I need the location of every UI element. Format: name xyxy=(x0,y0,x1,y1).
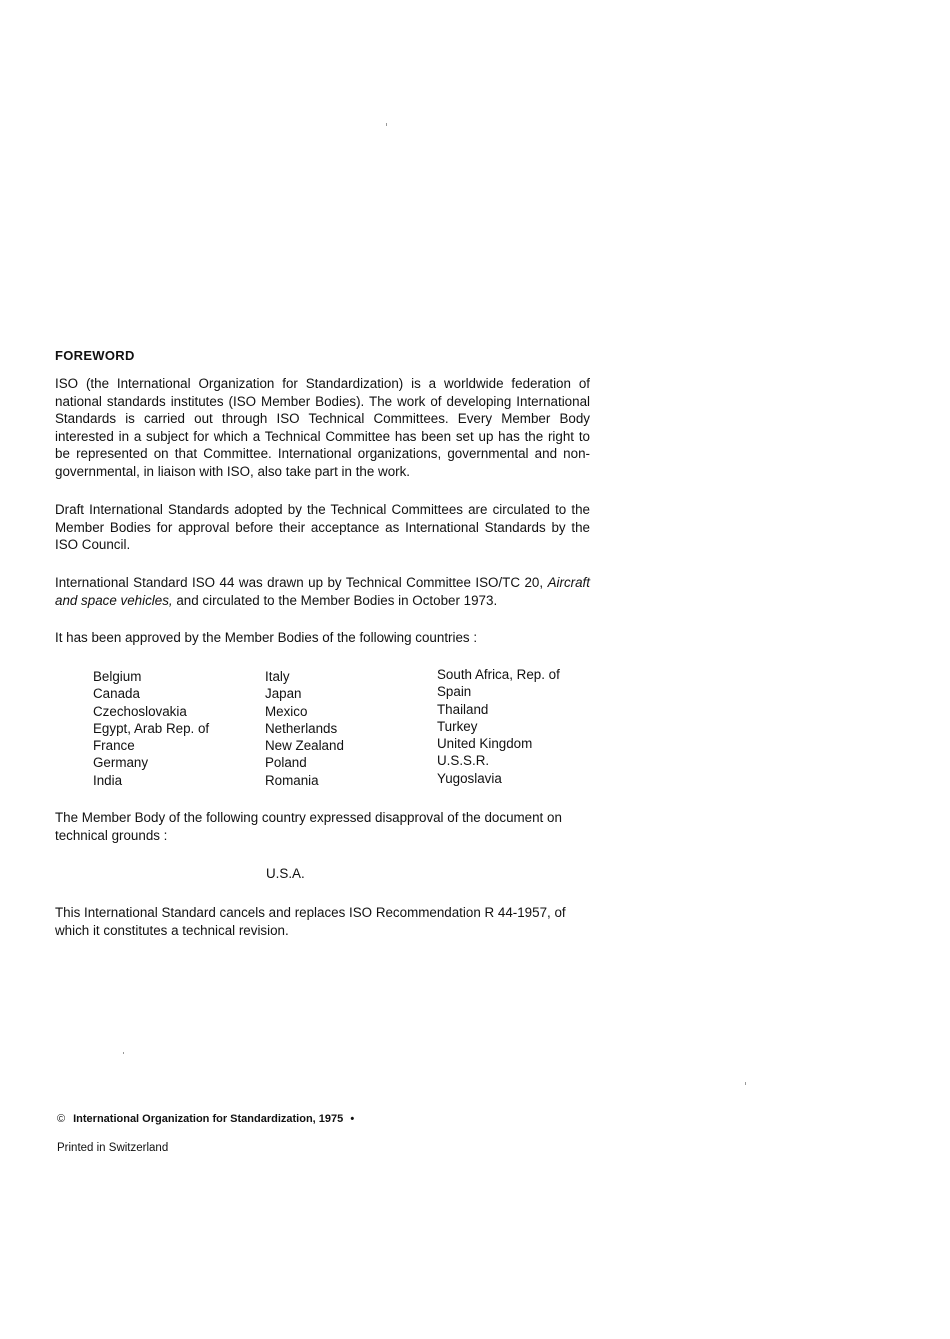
country-name: Canada xyxy=(93,686,140,702)
country-name: Italy xyxy=(265,669,290,684)
countries-column-3 xyxy=(437,666,637,789)
country-name: Yugoslavia xyxy=(437,770,502,786)
country-name: Thailand xyxy=(437,701,489,717)
country-name: Germany xyxy=(93,755,149,771)
country-name: Egypt, Arab Rep. of xyxy=(93,720,210,736)
paragraph-iso-intro: ISO (the International Organization for Standardization) is a worldwide federation of national standards institutes (ISO Member Bodies). The work of developing International Standards is carried out through ISO Technical Committees. Every Member Body interested in a subject for which a Technical Committee has been set up has the right to be represented on that Committee. International organizations, governmental and non-governmental, in liaison with ISO, also take part in the work. xyxy=(55,376,590,479)
countries-column-1 xyxy=(93,668,265,789)
country-name: New Zealand xyxy=(265,738,344,754)
paragraph-approval: It has been approved by the Member Bodies of the following countries : xyxy=(55,630,478,645)
country-name: United Kingdom xyxy=(437,736,533,752)
iso44-text-start: International Standard ISO 44 was drawn up by Technical Committee ISO/TC 20, xyxy=(55,575,544,590)
paragraph-draft-standards: Draft International Standards adopted by the Technical Committees are circulated to the Member Bodies for approval before their acceptance as International Standards by the ISO Council. xyxy=(55,502,590,553)
country-name: Czechoslovakia xyxy=(93,703,187,719)
country-name: Turkey xyxy=(437,718,478,734)
disapproving-country: U.S.A. xyxy=(266,866,305,881)
committee-title: Aircraft and space vehicles, xyxy=(55,575,590,608)
scan-speck xyxy=(123,1052,124,1054)
printed-in: Printed in Switzerland xyxy=(57,1142,169,1154)
countries-column-2 xyxy=(265,668,437,789)
scan-speck xyxy=(386,123,387,126)
paragraph-replaces: This International Standard cancels and replaces ISO Recommendation R 44-1957, of which it constitutes a technical revision. xyxy=(55,905,566,938)
country-name: U.S.S.R. xyxy=(437,753,490,769)
country-name: Belgium xyxy=(93,669,142,684)
bullet-icon: • xyxy=(350,1113,355,1125)
copyright-icon: © xyxy=(57,1113,66,1125)
country-name: Spain xyxy=(437,684,472,700)
approving-countries-table xyxy=(93,668,637,789)
country-name: Mexico xyxy=(265,703,308,719)
copyright-text: International Organization for Standardization, 1975 xyxy=(73,1113,344,1125)
iso44-text-end: and circulated to the Member Bodies in October 1973. xyxy=(176,592,498,608)
country-name: Netherlands xyxy=(265,720,338,736)
copyright-line xyxy=(57,1113,354,1125)
country-name: India xyxy=(93,772,123,788)
scan-speck xyxy=(745,1082,746,1085)
country-name: Poland xyxy=(265,755,307,771)
paragraph-iso44 xyxy=(55,574,590,609)
foreword-heading: FOREWORD xyxy=(55,348,135,363)
country-name: Romania xyxy=(265,772,319,788)
country-name: Japan xyxy=(265,686,302,702)
country-name: South Africa, Rep. of xyxy=(437,667,560,682)
country-name: France xyxy=(93,738,135,754)
paragraph-disapproval: The Member Body of the following country expressed disapproval of the document on technical grounds : xyxy=(55,810,562,843)
